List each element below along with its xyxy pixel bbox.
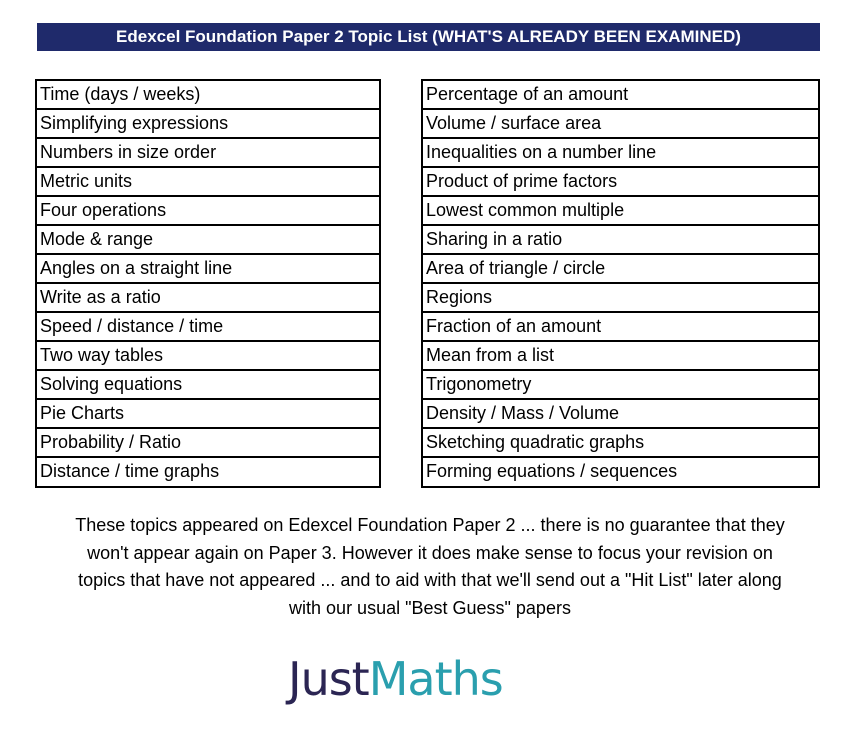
table-row: Pie Charts — [37, 400, 379, 429]
note-line: with our usual "Best Guess" papers — [289, 597, 571, 618]
table-row: Product of prime factors — [423, 168, 818, 197]
table-row: Mode & range — [37, 226, 379, 255]
table-row: Density / Mass / Volume — [423, 400, 818, 429]
table-row: Mean from a list — [423, 342, 818, 371]
table-row: Solving equations — [37, 371, 379, 400]
table-row: Sharing in a ratio — [423, 226, 818, 255]
topic-table-right — [421, 79, 820, 488]
table-row: Write as a ratio — [37, 284, 379, 313]
disclaimer-note — [30, 512, 830, 622]
table-row: Simplifying expressions — [37, 110, 379, 139]
table-row: Inequalities on a number line — [423, 139, 818, 168]
justmaths-logo — [286, 645, 503, 709]
table-row: Numbers in size order — [37, 139, 379, 168]
table-row: Probability / Ratio — [37, 429, 379, 458]
table-row: Trigonometry — [423, 371, 818, 400]
table-row: Fraction of an amount — [423, 313, 818, 342]
table-row: Time (days / weeks) — [37, 81, 379, 110]
table-row: Two way tables — [37, 342, 379, 371]
table-row: Lowest common multiple — [423, 197, 818, 226]
topic-table-left — [35, 79, 381, 488]
page-title: Edexcel Foundation Paper 2 Topic List (WHAT'S ALREADY BEEN EXAMINED) — [37, 23, 820, 51]
note-line: won't appear again on Paper 3. However it does make sense to focus your revision on — [87, 542, 773, 563]
note-line: These topics appeared on Edexcel Foundation Paper 2 ... there is no guarantee that they — [75, 515, 785, 535]
svg-text:JustMaths — [285, 652, 503, 706]
table-row: Area of triangle / circle — [423, 255, 818, 284]
logo-text-just: Just — [288, 652, 369, 706]
table-row: Percentage of an amount — [423, 81, 818, 110]
note-line: topics that have not appeared ... and to aid with that we'll send out a "Hit List" later along — [78, 570, 782, 590]
table-row: Forming equations / sequences — [426, 461, 678, 481]
table-row: Four operations — [37, 197, 379, 226]
table-row: Speed / distance / time — [37, 313, 379, 342]
table-row: Distance / time graphs — [40, 461, 220, 481]
table-row: Volume / surface area — [423, 110, 818, 139]
logo-text-maths: Maths — [368, 652, 503, 706]
table-row: Regions — [423, 284, 818, 313]
table-row: Sketching quadratic graphs — [423, 429, 818, 458]
table-row: Metric units — [37, 168, 379, 197]
table-row: Angles on a straight line — [37, 255, 379, 284]
